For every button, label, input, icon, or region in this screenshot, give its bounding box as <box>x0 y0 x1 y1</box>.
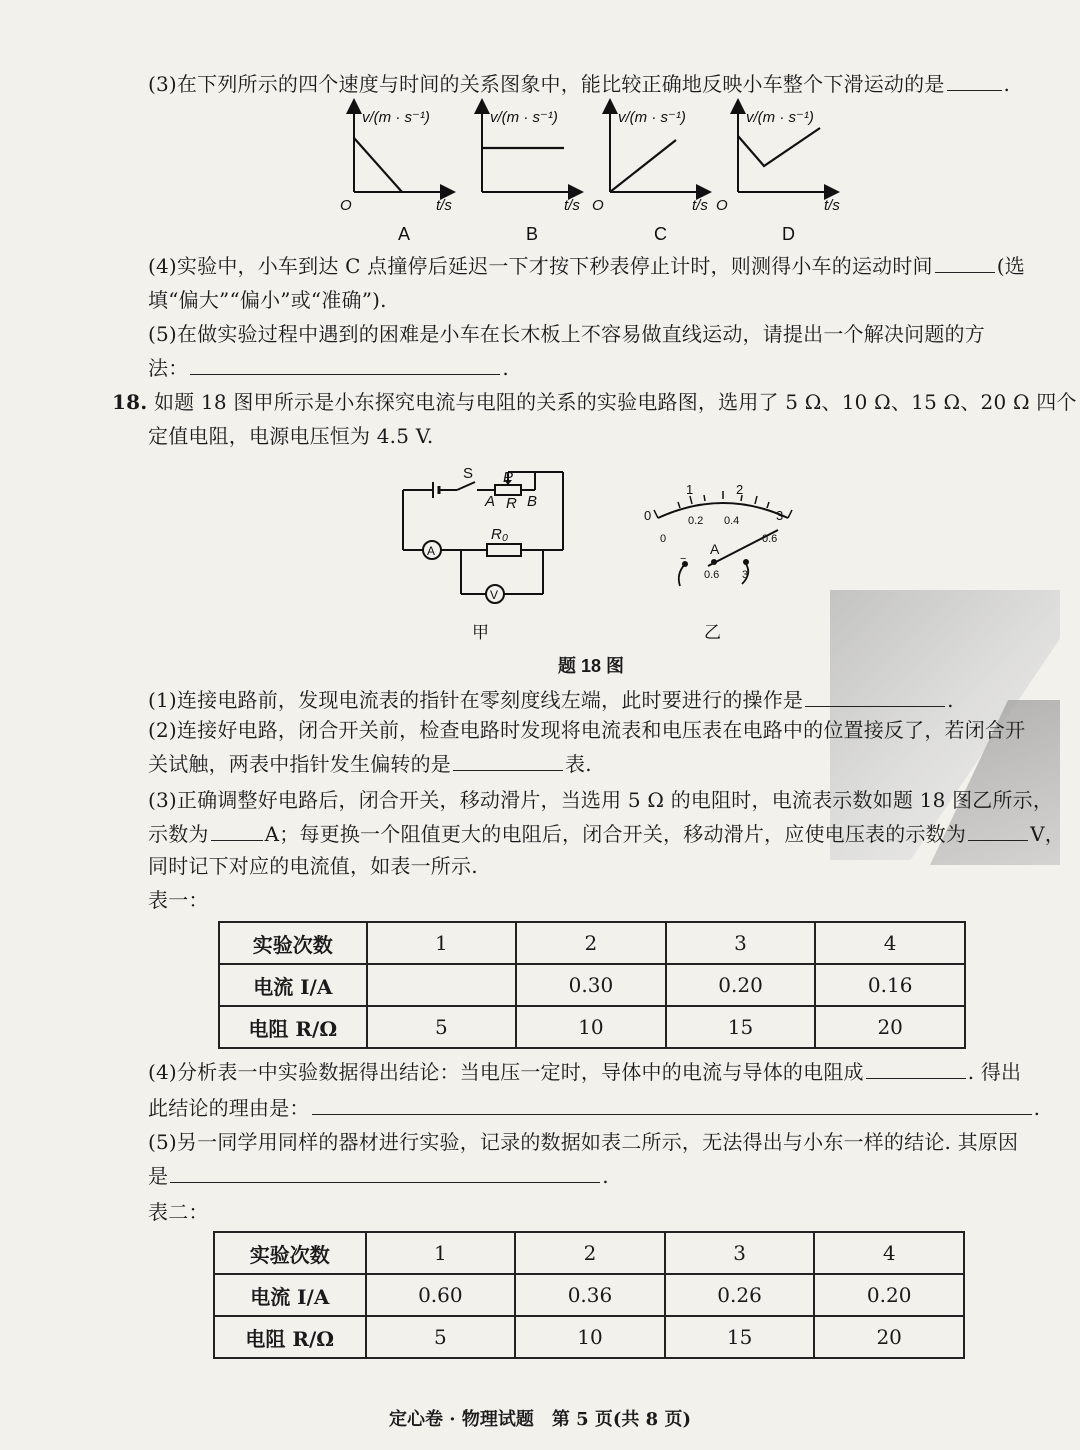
table-cell: 4 <box>814 1232 964 1274</box>
graph-c-xlabel: t/s <box>692 197 708 214</box>
table-cell: 3 <box>665 1232 815 1274</box>
resistor-r0 <box>487 544 521 556</box>
table-cell: 0.60 <box>366 1274 516 1316</box>
table-row <box>214 1232 964 1274</box>
answer-blank[interactable] <box>170 1162 600 1183</box>
answer-blank[interactable] <box>866 1058 966 1079</box>
svg-text:V: V <box>490 588 499 602</box>
dial-top-0: 0 <box>644 508 652 523</box>
table-cell: 电流 I/A <box>214 1274 366 1316</box>
table-cell: 20 <box>814 1316 964 1358</box>
q18-part4-cont: 此结论的理由是： . <box>148 1096 1041 1120</box>
answer-blank[interactable] <box>312 1094 1032 1115</box>
dial-top-2: 2 <box>736 482 744 497</box>
table-cell: 15 <box>665 1316 815 1358</box>
switch-label: S <box>463 465 474 482</box>
dial-bottom-1: 0.2 <box>688 515 704 527</box>
graph-c-ylabel: v/(m · s⁻¹) <box>618 109 686 126</box>
graph-a-origin: O <box>340 197 352 214</box>
answer-blank[interactable] <box>453 750 563 771</box>
table-cell: 0.30 <box>516 964 666 1006</box>
table-cell: 10 <box>515 1316 665 1358</box>
table-cell: 0.36 <box>515 1274 665 1316</box>
q18-intro: 18. 如题 18 图甲所示是小东探究电流与电阻的关系的实验电路图，选用了 5 Ω、10 Ω、15 Ω、20 Ω 四个 <box>112 390 1077 414</box>
table-cell: 电阻 R/Ω <box>219 1006 367 1048</box>
circuit-diagram <box>395 462 595 642</box>
graph-d-origin: O <box>716 197 728 214</box>
ammeter-dial <box>640 478 800 648</box>
table-cell: 0.20 <box>666 964 816 1006</box>
terminal-neg: − <box>680 553 687 565</box>
q18-part2-cont: 关试触，两表中指针发生偏转的是 表. <box>148 752 592 776</box>
r0-label: R₀ <box>491 526 509 543</box>
graph-b-ylabel: v/(m · s⁻¹) <box>490 109 558 126</box>
table-cell: 实验次数 <box>214 1232 366 1274</box>
table-row <box>219 964 965 1006</box>
table-cell: 15 <box>666 1006 816 1048</box>
q18-part3: (3)正确调整好电路后，闭合开关，移动滑片，当选用 5 Ω 的电阻时，电流表示数如题 18 图乙所示， <box>148 788 1054 812</box>
q17-part4: (4)实验中，小车到达 C 点撞停后延迟一下才按下秒表停止计时，则测得小车的运动时间 (选 <box>148 254 1025 278</box>
slider-label: P <box>503 469 514 486</box>
terminal-3: 3 <box>742 569 749 581</box>
velocity-time-graphs <box>340 100 860 250</box>
answer-blank[interactable] <box>968 820 1028 841</box>
table-cell: 1 <box>367 922 517 964</box>
svg-text:A: A <box>427 544 436 558</box>
rheostat-end-b: B <box>527 493 538 510</box>
graph-a-xlabel: t/s <box>436 197 452 214</box>
table-row <box>219 1006 965 1048</box>
graph-b-letter: B <box>526 224 539 244</box>
answer-blank[interactable] <box>947 70 1002 91</box>
dial-caption: 乙 <box>704 623 721 642</box>
table2-label: 表二： <box>148 1200 209 1224</box>
terminal-06: 0.6 <box>704 569 720 581</box>
table-two <box>213 1231 965 1359</box>
table-cell: 实验次数 <box>219 922 367 964</box>
dial-bottom-0: 0 <box>660 533 667 545</box>
rheostat-end-a: A <box>485 493 496 510</box>
graph-c[interactable] <box>592 106 708 244</box>
table-one <box>218 921 966 1049</box>
graph-c-letter: C <box>654 224 667 244</box>
rheostat-label: R <box>506 495 517 512</box>
table-cell-blank[interactable] <box>367 964 517 1006</box>
dial-top-1: 1 <box>686 482 694 497</box>
table-cell: 5 <box>367 1006 517 1048</box>
q18-part5-cont: 是 . <box>148 1164 609 1188</box>
table-row <box>219 922 965 964</box>
q18-part1: (1)连接电路前，发现电流表的指针在零刻度线左端，此时要进行的操作是 . <box>148 688 954 712</box>
graph-a-ylabel: v/(m · s⁻¹) <box>362 109 430 126</box>
table-cell: 0.16 <box>815 964 965 1006</box>
dial-top-3: 3 <box>776 508 784 523</box>
page-footer: 定心卷 · 物理试题 第 5 页(共 8 页) <box>389 1409 691 1430</box>
graph-b-xlabel: t/s <box>564 197 580 214</box>
q18-intro-cont: 定值电阻，电源电压恒为 4.5 V. <box>148 424 434 448</box>
table-cell: 0.20 <box>814 1274 964 1316</box>
q18-part3-cont: 示数为 A；每更换一个阻值更大的电阻后，闭合开关，移动滑片，应使电压表的示数为 V， <box>148 822 1065 846</box>
figure-caption: 题 18 图 <box>558 656 625 676</box>
table-cell: 电流 I/A <box>219 964 367 1006</box>
circuit-caption: 甲 <box>472 623 489 642</box>
table-cell: 20 <box>815 1006 965 1048</box>
answer-blank[interactable] <box>190 354 500 375</box>
table-cell: 4 <box>815 922 965 964</box>
answer-blank[interactable] <box>211 820 263 841</box>
graph-d[interactable] <box>716 106 840 244</box>
graph-b[interactable] <box>482 106 580 244</box>
q17-part3: (3)在下列所示的四个速度与时间的关系图象中，能比较正确地反映小车整个下滑运动的是 . <box>148 72 1011 96</box>
table1-label: 表一： <box>148 888 209 912</box>
q17-part5: (5)在做实验过程中遇到的困难是小车在长木板上不容易做直线运动，请提出一个解决问题的方 <box>148 322 985 346</box>
dial-bottom-2: 0.4 <box>724 515 740 527</box>
table-cell: 2 <box>516 922 666 964</box>
graph-d-ylabel: v/(m · s⁻¹) <box>746 109 814 126</box>
table-cell: 10 <box>516 1006 666 1048</box>
answer-blank[interactable] <box>935 252 995 273</box>
q18-part5: (5)另一同学用同样的器材进行实验，记录的数据如表二所示，无法得出与小东一样的结论. 其原因 <box>148 1130 1019 1154</box>
table-cell: 3 <box>666 922 816 964</box>
rheostat <box>495 485 521 495</box>
table-cell: 2 <box>515 1232 665 1274</box>
table-cell: 电阻 R/Ω <box>214 1316 366 1358</box>
dial-unit: A <box>710 541 720 557</box>
table-row <box>214 1274 964 1316</box>
table-cell: 1 <box>366 1232 516 1274</box>
graph-d-line <box>738 128 820 166</box>
graph-a-line <box>354 138 402 192</box>
q18-part2: (2)连接好电路，闭合开关前，检查电路时发现将电流表和电压表在电路中的位置接反了，若闭合开 <box>148 718 1026 742</box>
answer-blank[interactable] <box>805 686 945 707</box>
q17-part4-cont: 填“偏大”“偏小”或“准确”). <box>148 288 387 312</box>
table-cell: 5 <box>366 1316 516 1358</box>
dial-bottom-3: 0.6 <box>762 533 778 545</box>
graph-a-letter: A <box>398 224 411 244</box>
graph-c-line <box>610 140 676 192</box>
graph-c-origin: O <box>592 197 604 214</box>
graph-d-xlabel: t/s <box>824 197 840 214</box>
table-row <box>214 1316 964 1358</box>
graph-a[interactable] <box>340 106 452 244</box>
graph-d-letter: D <box>782 224 795 244</box>
q17-part5-cont: 法： . <box>148 356 509 380</box>
q18-part3-end: 同时记下对应的电流值，如表一所示. <box>148 854 478 878</box>
table-cell: 0.26 <box>665 1274 815 1316</box>
q18-part4: (4)分析表一中实验数据得出结论：当电压一定时，导体中的电流与导体的电阻成 . 得出 <box>148 1060 1022 1084</box>
